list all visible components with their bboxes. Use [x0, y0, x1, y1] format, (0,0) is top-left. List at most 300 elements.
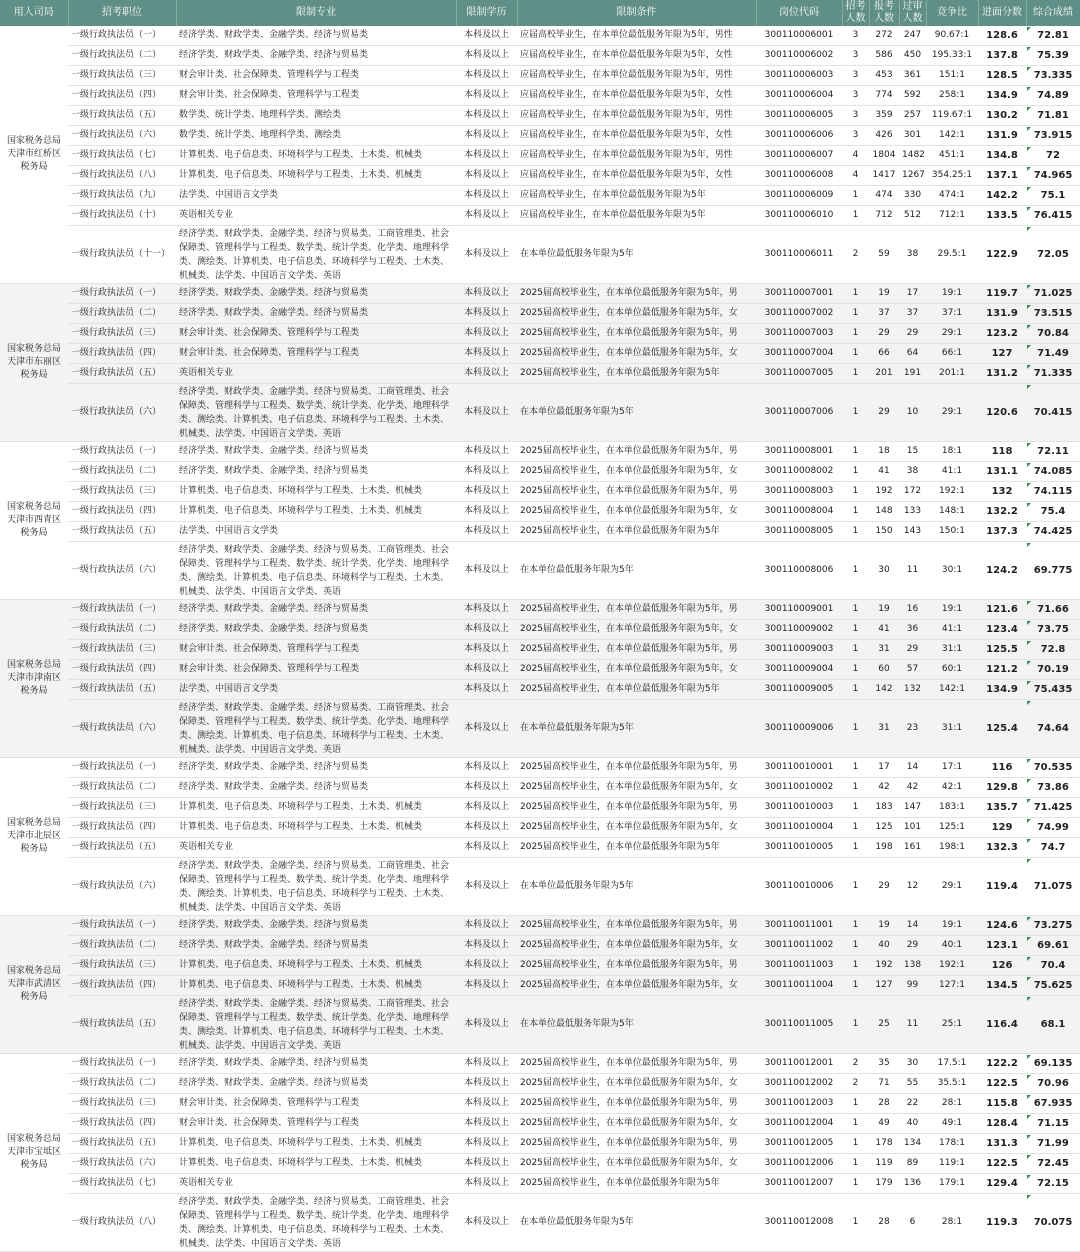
total-cell: 72	[1026, 146, 1080, 166]
education-cell: 本科及以上	[456, 600, 517, 620]
plan-cell: 1	[842, 442, 869, 462]
education-cell: 本科及以上	[456, 700, 517, 758]
plan-cell: 1	[842, 916, 869, 936]
code-cell: 300110011001	[756, 916, 842, 936]
position-cell: 一级行政执法员（六）	[68, 858, 176, 916]
pass-cell: 17	[899, 284, 926, 304]
code-cell: 300110006003	[756, 66, 842, 86]
ratio-cell: 35.5:1	[926, 1074, 978, 1094]
score-cell: 134.8	[978, 146, 1026, 166]
major-cell: 经济学类、财政学类、金融学类、经济与贸易类、工商管理类、社会保障类、管理科学与工程类、数学类、统计学类、化学类、地理科学类、测绘类、计算机类、电子信息类、环境科学与工程类、土木类、机械类、法学类、中国语言文学类、英语	[176, 700, 456, 758]
apply-cell: 150	[869, 522, 899, 542]
pass-cell: 29	[899, 936, 926, 956]
apply-cell: 774	[869, 86, 899, 106]
apply-cell: 19	[869, 284, 899, 304]
pass-cell: 38	[899, 226, 926, 284]
pass-cell: 592	[899, 86, 926, 106]
condition-cell: 2025届高校毕业生，在本单位最低服务年限为5年，女	[517, 976, 756, 996]
major-cell: 经济学类、财政学类、金融学类、经济与贸易类、工商管理类、社会保障类、管理科学与工程类、数学类、统计学类、化学类、地理科学类、测绘类、计算机类、电子信息类、环境科学与工程类、土木类、机械类、法学类、中国语言文学类、英语	[176, 542, 456, 600]
ratio-cell: 195.33:1	[926, 46, 978, 66]
code-cell: 300110007005	[756, 364, 842, 384]
table-row	[0, 26, 1080, 46]
education-cell: 本科及以上	[456, 1074, 517, 1094]
education-cell: 本科及以上	[456, 640, 517, 660]
table-row	[0, 976, 1080, 996]
ratio-cell: 17.5:1	[926, 1054, 978, 1074]
plan-cell: 1	[842, 206, 869, 226]
table-row	[0, 778, 1080, 798]
education-cell: 本科及以上	[456, 344, 517, 364]
total-cell: 74.7	[1026, 838, 1080, 858]
plan-cell: 4	[842, 166, 869, 186]
apply-cell: 41	[869, 462, 899, 482]
position-cell: 一级行政执法员（二）	[68, 936, 176, 956]
total-cell: 72.15	[1026, 1174, 1080, 1194]
condition-cell: 2025届高校毕业生，在本单位最低服务年限为5年，女	[517, 502, 756, 522]
condition-cell: 应届高校毕业生，在本单位最低服务年限为5年，女性	[517, 46, 756, 66]
pass-cell: 55	[899, 1074, 926, 1094]
education-cell: 本科及以上	[456, 680, 517, 700]
apply-cell: 19	[869, 916, 899, 936]
table-body	[0, 26, 1080, 1252]
ratio-cell: 119:1	[926, 1154, 978, 1174]
education-cell: 本科及以上	[456, 304, 517, 324]
total-cell: 69.61	[1026, 936, 1080, 956]
plan-cell: 1	[842, 700, 869, 758]
score-cell: 122.5	[978, 1074, 1026, 1094]
apply-cell: 66	[869, 344, 899, 364]
pass-cell: 361	[899, 66, 926, 86]
ratio-cell: 142:1	[926, 680, 978, 700]
position-cell: 一级行政执法员（四）	[68, 1114, 176, 1134]
plan-cell: 1	[842, 522, 869, 542]
total-cell: 70.96	[1026, 1074, 1080, 1094]
plan-cell: 1	[842, 680, 869, 700]
major-cell: 英语相关专业	[176, 206, 456, 226]
org-cell: 国家税务总局天津市宝坻区税务局	[0, 1054, 68, 1252]
condition-cell: 在本单位最低服务年限为5年	[517, 226, 756, 284]
apply-cell: 30	[869, 542, 899, 600]
condition-cell: 应届高校毕业生，在本单位最低服务年限为5年	[517, 186, 756, 206]
score-cell: 124.6	[978, 916, 1026, 936]
table-row	[0, 640, 1080, 660]
code-cell: 300110012008	[756, 1194, 842, 1252]
code-cell: 300110006004	[756, 86, 842, 106]
plan-cell: 1	[842, 482, 869, 502]
position-cell: 一级行政执法员（四）	[68, 818, 176, 838]
total-cell: 69.775	[1026, 542, 1080, 600]
ratio-cell: 41:1	[926, 462, 978, 482]
total-cell: 72.05	[1026, 226, 1080, 284]
plan-cell: 1	[842, 542, 869, 600]
position-cell: 一级行政执法员（十一）	[68, 226, 176, 284]
position-cell: 一级行政执法员（七）	[68, 146, 176, 166]
plan-cell: 1	[842, 778, 869, 798]
position-cell: 一级行政执法员（三）	[68, 956, 176, 976]
total-cell: 70.075	[1026, 1194, 1080, 1252]
pass-cell: 147	[899, 798, 926, 818]
ratio-cell: 29:1	[926, 384, 978, 442]
ratio-cell: 474:1	[926, 186, 978, 206]
plan-cell: 4	[842, 146, 869, 166]
total-cell: 70.415	[1026, 384, 1080, 442]
condition-cell: 2025届高校毕业生，在本单位最低服务年限为5年，男	[517, 1054, 756, 1074]
score-cell: 119.4	[978, 858, 1026, 916]
condition-cell: 2025届高校毕业生，在本单位最低服务年限为5年	[517, 364, 756, 384]
org-cell: 国家税务总局天津市武清区税务局	[0, 916, 68, 1054]
education-cell: 本科及以上	[456, 482, 517, 502]
ratio-cell: 28:1	[926, 1194, 978, 1252]
code-cell: 300110012004	[756, 1114, 842, 1134]
code-cell: 300110007001	[756, 284, 842, 304]
plan-cell: 1	[842, 838, 869, 858]
education-cell: 本科及以上	[456, 976, 517, 996]
table-row	[0, 66, 1080, 86]
ratio-cell: 18:1	[926, 442, 978, 462]
apply-cell: 125	[869, 818, 899, 838]
major-cell: 经济学类、财政学类、金融学类、经济与贸易类	[176, 304, 456, 324]
plan-cell: 3	[842, 126, 869, 146]
ratio-cell: 90.67:1	[926, 26, 978, 46]
code-cell: 300110007003	[756, 324, 842, 344]
position-cell: 一级行政执法员（三）	[68, 640, 176, 660]
education-cell: 本科及以上	[456, 838, 517, 858]
pass-cell: 16	[899, 600, 926, 620]
table-row	[0, 996, 1080, 1054]
table-row	[0, 680, 1080, 700]
score-cell: 137.8	[978, 46, 1026, 66]
condition-cell: 2025届高校毕业生，在本单位最低服务年限为5年，女	[517, 660, 756, 680]
ratio-cell: 19:1	[926, 600, 978, 620]
major-cell: 英语相关专业	[176, 364, 456, 384]
code-cell: 300110012007	[756, 1174, 842, 1194]
condition-cell: 应届高校毕业生，在本单位最低服务年限为5年	[517, 206, 756, 226]
ratio-cell: 178:1	[926, 1134, 978, 1154]
education-cell: 本科及以上	[456, 384, 517, 442]
position-cell: 一级行政执法员（一）	[68, 26, 176, 46]
major-cell: 财会审计类、社会保障类、管理科学与工程类	[176, 1114, 456, 1134]
major-cell: 计算机类、电子信息类、环境科学与工程类、土木类、机械类	[176, 146, 456, 166]
apply-cell: 192	[869, 956, 899, 976]
total-cell: 74.64	[1026, 700, 1080, 758]
condition-cell: 2025届高校毕业生，在本单位最低服务年限为5年，男	[517, 916, 756, 936]
major-cell: 经济学类、财政学类、金融学类、经济与贸易类、工商管理类、社会保障类、管理科学与工程类、数学类、统计学类、化学类、地理科学类、测绘类、计算机类、电子信息类、环境科学与工程类、土木类、机械类、法学类、中国语言文学类、英语	[176, 858, 456, 916]
score-cell: 121.2	[978, 660, 1026, 680]
major-cell: 经济学类、财政学类、金融学类、经济与贸易类	[176, 600, 456, 620]
plan-cell: 1	[842, 1134, 869, 1154]
total-cell: 71.425	[1026, 798, 1080, 818]
table-row	[0, 442, 1080, 462]
position-cell: 一级行政执法员（四）	[68, 344, 176, 364]
ratio-cell: 151:1	[926, 66, 978, 86]
apply-cell: 474	[869, 186, 899, 206]
position-cell: 一级行政执法员（二）	[68, 304, 176, 324]
position-cell: 一级行政执法员（二）	[68, 462, 176, 482]
total-cell: 74.89	[1026, 86, 1080, 106]
apply-cell: 19	[869, 600, 899, 620]
code-cell: 300110007004	[756, 344, 842, 364]
total-cell: 74.115	[1026, 482, 1080, 502]
position-cell: 一级行政执法员（三）	[68, 798, 176, 818]
total-cell: 75.625	[1026, 976, 1080, 996]
education-cell: 本科及以上	[456, 1054, 517, 1074]
ratio-cell: 142:1	[926, 126, 978, 146]
plan-cell: 1	[842, 304, 869, 324]
major-cell: 财会审计类、社会保障类、管理科学与工程类	[176, 66, 456, 86]
table-row	[0, 936, 1080, 956]
major-cell: 数学类、统计学类、地理科学类、测绘类	[176, 126, 456, 146]
header-pass: 过审人数	[899, 0, 926, 26]
code-cell: 300110009004	[756, 660, 842, 680]
pass-cell: 38	[899, 462, 926, 482]
table-row	[0, 86, 1080, 106]
condition-cell: 在本单位最低服务年限为5年	[517, 384, 756, 442]
plan-cell: 1	[842, 996, 869, 1054]
score-cell: 129.8	[978, 778, 1026, 798]
apply-cell: 272	[869, 26, 899, 46]
total-cell: 75.39	[1026, 46, 1080, 66]
score-cell: 129.4	[978, 1174, 1026, 1194]
table-row	[0, 838, 1080, 858]
pass-cell: 14	[899, 916, 926, 936]
apply-cell: 1804	[869, 146, 899, 166]
major-cell: 财会审计类、社会保障类、管理科学与工程类	[176, 640, 456, 660]
pass-cell: 10	[899, 384, 926, 442]
position-cell: 一级行政执法员（二）	[68, 1074, 176, 1094]
apply-cell: 59	[869, 226, 899, 284]
major-cell: 经济学类、财政学类、金融学类、经济与贸易类、工商管理类、社会保障类、管理科学与工程类、数学类、统计学类、化学类、地理科学类、测绘类、计算机类、电子信息类、环境科学与工程类、土木类、机械类、法学类、中国语言文学类、英语	[176, 1194, 456, 1252]
education-cell: 本科及以上	[456, 66, 517, 86]
table-row	[0, 284, 1080, 304]
position-cell: 一级行政执法员（五）	[68, 680, 176, 700]
education-cell: 本科及以上	[456, 1114, 517, 1134]
position-cell: 一级行政执法员（四）	[68, 86, 176, 106]
major-cell: 财会审计类、社会保障类、管理科学与工程类	[176, 86, 456, 106]
apply-cell: 178	[869, 1134, 899, 1154]
total-cell: 69.135	[1026, 1054, 1080, 1074]
score-cell: 127	[978, 344, 1026, 364]
pass-cell: 247	[899, 26, 926, 46]
major-cell: 计算机类、电子信息类、环境科学与工程类、土木类、机械类	[176, 502, 456, 522]
condition-cell: 2025届高校毕业生，在本单位最低服务年限为5年，男	[517, 640, 756, 660]
apply-cell: 25	[869, 996, 899, 1054]
pass-cell: 161	[899, 838, 926, 858]
education-cell: 本科及以上	[456, 522, 517, 542]
plan-cell: 3	[842, 66, 869, 86]
apply-cell: 142	[869, 680, 899, 700]
table-row	[0, 1074, 1080, 1094]
major-cell: 法学类、中国语言文学类	[176, 522, 456, 542]
apply-cell: 29	[869, 324, 899, 344]
total-cell: 72.81	[1026, 26, 1080, 46]
code-cell: 300110007002	[756, 304, 842, 324]
total-cell: 76.415	[1026, 206, 1080, 226]
code-cell: 300110010004	[756, 818, 842, 838]
position-cell: 一级行政执法员（五）	[68, 1134, 176, 1154]
plan-cell: 1	[842, 324, 869, 344]
major-cell: 经济学类、财政学类、金融学类、经济与贸易类	[176, 284, 456, 304]
ratio-cell: 201:1	[926, 364, 978, 384]
code-cell: 300110009002	[756, 620, 842, 640]
pass-cell: 37	[899, 304, 926, 324]
position-cell: 一级行政执法员（五）	[68, 996, 176, 1054]
position-cell: 一级行政执法员（一）	[68, 600, 176, 620]
pass-cell: 36	[899, 620, 926, 640]
score-cell: 122.5	[978, 1154, 1026, 1174]
apply-cell: 29	[869, 384, 899, 442]
total-cell: 71.075	[1026, 858, 1080, 916]
header-ratio: 竞争比	[926, 0, 978, 26]
education-cell: 本科及以上	[456, 364, 517, 384]
ratio-cell: 150:1	[926, 522, 978, 542]
major-cell: 计算机类、电子信息类、环境科学与工程类、土木类、机械类	[176, 976, 456, 996]
score-cell: 131.9	[978, 304, 1026, 324]
score-cell: 122.9	[978, 226, 1026, 284]
condition-cell: 应届高校毕业生，在本单位最低服务年限为5年，女性	[517, 126, 756, 146]
pass-cell: 136	[899, 1174, 926, 1194]
score-cell: 125.4	[978, 700, 1026, 758]
score-cell: 121.6	[978, 600, 1026, 620]
ratio-cell: 119.67:1	[926, 106, 978, 126]
pass-cell: 138	[899, 956, 926, 976]
apply-cell: 179	[869, 1174, 899, 1194]
ratio-cell: 354.25:1	[926, 166, 978, 186]
code-cell: 300110006006	[756, 126, 842, 146]
score-cell: 126	[978, 956, 1026, 976]
code-cell: 300110009001	[756, 600, 842, 620]
code-cell: 300110008004	[756, 502, 842, 522]
total-cell: 68.1	[1026, 996, 1080, 1054]
score-cell: 120.6	[978, 384, 1026, 442]
plan-cell: 1	[842, 502, 869, 522]
major-cell: 财会审计类、社会保障类、管理科学与工程类	[176, 344, 456, 364]
table-row	[0, 206, 1080, 226]
plan-cell: 2	[842, 1074, 869, 1094]
condition-cell: 2025届高校毕业生，在本单位最低服务年限为5年，男	[517, 482, 756, 502]
score-cell: 128.6	[978, 26, 1026, 46]
education-cell: 本科及以上	[456, 226, 517, 284]
major-cell: 经济学类、财政学类、金融学类、经济与贸易类	[176, 1074, 456, 1094]
total-cell: 70.535	[1026, 758, 1080, 778]
plan-cell: 1	[842, 462, 869, 482]
plan-cell: 1	[842, 600, 869, 620]
apply-cell: 40	[869, 936, 899, 956]
table-row	[0, 916, 1080, 936]
code-cell: 300110006007	[756, 146, 842, 166]
major-cell: 法学类、中国语言文学类	[176, 186, 456, 206]
ratio-cell: 183:1	[926, 798, 978, 818]
score-cell: 132	[978, 482, 1026, 502]
pass-cell: 101	[899, 818, 926, 838]
score-cell: 131.2	[978, 364, 1026, 384]
ratio-cell: 125:1	[926, 818, 978, 838]
apply-cell: 60	[869, 660, 899, 680]
code-cell: 300110010006	[756, 858, 842, 916]
score-cell: 115.8	[978, 1094, 1026, 1114]
table-row	[0, 620, 1080, 640]
header-org: 用人司局	[0, 0, 68, 26]
ratio-cell: 17:1	[926, 758, 978, 778]
condition-cell: 2025届高校毕业生，在本单位最低服务年限为5年，男	[517, 1134, 756, 1154]
table-row	[0, 106, 1080, 126]
header-code: 岗位代码	[756, 0, 842, 26]
position-cell: 一级行政执法员（四）	[68, 502, 176, 522]
code-cell: 300110009006	[756, 700, 842, 758]
table-row	[0, 1054, 1080, 1074]
score-cell: 142.2	[978, 186, 1026, 206]
total-cell: 73.335	[1026, 66, 1080, 86]
ratio-cell: 198:1	[926, 838, 978, 858]
score-cell: 128.5	[978, 66, 1026, 86]
total-cell: 75.435	[1026, 680, 1080, 700]
plan-cell: 3	[842, 86, 869, 106]
apply-cell: 359	[869, 106, 899, 126]
condition-cell: 2025届高校毕业生，在本单位最低服务年限为5年，女	[517, 462, 756, 482]
score-cell: 137.3	[978, 522, 1026, 542]
pass-cell: 40	[899, 1114, 926, 1134]
code-cell: 300110008001	[756, 442, 842, 462]
education-cell: 本科及以上	[456, 86, 517, 106]
major-cell: 计算机类、电子信息类、环境科学与工程类、土木类、机械类	[176, 956, 456, 976]
education-cell: 本科及以上	[456, 1154, 517, 1174]
condition-cell: 2025届高校毕业生，在本单位最低服务年限为5年，女	[517, 620, 756, 640]
position-cell: 一级行政执法员（三）	[68, 1094, 176, 1114]
total-cell: 71.335	[1026, 364, 1080, 384]
pass-cell: 512	[899, 206, 926, 226]
condition-cell: 2025届高校毕业生，在本单位最低服务年限为5年	[517, 1174, 756, 1194]
position-cell: 一级行政执法员（二）	[68, 46, 176, 66]
major-cell: 经济学类、财政学类、金融学类、经济与贸易类、工商管理类、社会保障类、管理科学与工程类、数学类、统计学类、化学类、地理科学类、测绘类、计算机类、电子信息类、环境科学与工程类、土木类、机械类、法学类、中国语言文学类、英语	[176, 996, 456, 1054]
major-cell: 计算机类、电子信息类、环境科学与工程类、土木类、机械类	[176, 166, 456, 186]
position-cell: 一级行政执法员（三）	[68, 324, 176, 344]
apply-cell: 198	[869, 838, 899, 858]
pass-cell: 133	[899, 502, 926, 522]
ratio-cell: 31:1	[926, 700, 978, 758]
table-row	[0, 364, 1080, 384]
apply-cell: 183	[869, 798, 899, 818]
pass-cell: 132	[899, 680, 926, 700]
ratio-cell: 28:1	[926, 1094, 978, 1114]
table-row	[0, 1194, 1080, 1252]
position-cell: 一级行政执法员（一）	[68, 284, 176, 304]
score-cell: 134.9	[978, 86, 1026, 106]
table-row	[0, 758, 1080, 778]
ratio-cell: 712:1	[926, 206, 978, 226]
total-cell: 70.4	[1026, 956, 1080, 976]
pass-cell: 15	[899, 442, 926, 462]
position-cell: 一级行政执法员（二）	[68, 620, 176, 640]
position-cell: 一级行政执法员（八）	[68, 166, 176, 186]
education-cell: 本科及以上	[456, 1094, 517, 1114]
ratio-cell: 29:1	[926, 858, 978, 916]
condition-cell: 在本单位最低服务年限为5年	[517, 700, 756, 758]
pass-cell: 330	[899, 186, 926, 206]
apply-cell: 119	[869, 1154, 899, 1174]
pass-cell: 30	[899, 1054, 926, 1074]
condition-cell: 2025届高校毕业生，在本单位最低服务年限为5年	[517, 680, 756, 700]
code-cell: 300110012003	[756, 1094, 842, 1114]
position-cell: 一级行政执法员（六）	[68, 1154, 176, 1174]
pass-cell: 99	[899, 976, 926, 996]
score-cell: 118	[978, 442, 1026, 462]
position-cell: 一级行政执法员（五）	[68, 522, 176, 542]
score-cell: 131.9	[978, 126, 1026, 146]
education-cell: 本科及以上	[456, 146, 517, 166]
education-cell: 本科及以上	[456, 758, 517, 778]
apply-cell: 37	[869, 304, 899, 324]
total-cell: 74.425	[1026, 522, 1080, 542]
plan-cell: 1	[842, 798, 869, 818]
